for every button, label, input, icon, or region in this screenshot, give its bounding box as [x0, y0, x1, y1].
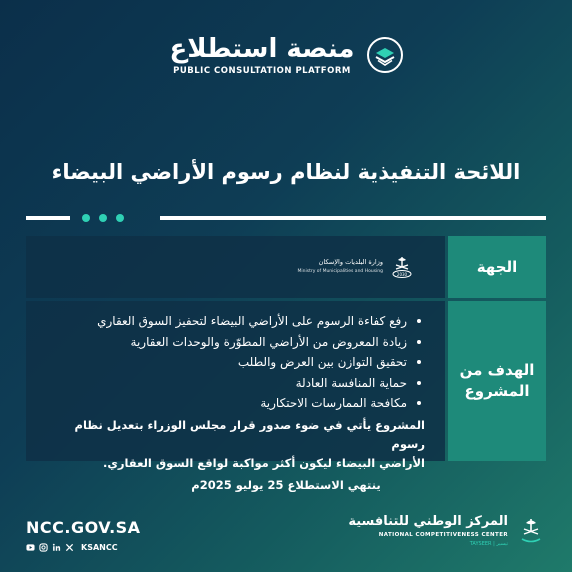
ncc-logo: [348, 514, 546, 547]
instagram-icon[interactable]: [39, 543, 48, 552]
entity-content: [26, 236, 445, 298]
ncc-emblem-icon: [516, 516, 546, 546]
divider-bar-right: [160, 216, 546, 220]
deadline-text: ينتهي الاستطلاع 25 يوليو 2025م: [191, 478, 381, 492]
goal-label: [448, 301, 546, 461]
ministry-name: [298, 258, 383, 276]
social-links: [26, 543, 141, 552]
entity-row: [26, 236, 546, 298]
goal-note-line1: المشروع يأتي في ضوء صدور قرار مجلس الوزراء بتعديل نظام رسوم: [74, 417, 425, 451]
list-item: زيادة المعروض من الأراضي المطوّرة والوحدات العقارية: [40, 332, 425, 353]
x-icon[interactable]: [65, 543, 74, 552]
list-item: حماية المنافسة العادلة: [40, 373, 425, 394]
divider-dot: [99, 214, 107, 222]
page-title: اللائحة التنفيذية لنظام رسوم الأراضي البيضاء: [51, 160, 521, 184]
entity-label: الجهة: [448, 236, 546, 298]
platform-name: [169, 34, 354, 76]
divider-dot: [116, 214, 124, 222]
youtube-icon[interactable]: [26, 543, 35, 552]
goal-label-line1: الهدف من: [459, 361, 535, 379]
title-divider: [26, 214, 546, 222]
platform-name-en: PUBLIC CONSULTATION PLATFORM: [173, 66, 351, 76]
goal-content: [26, 301, 445, 470]
goal-list: [40, 311, 425, 414]
ministry-name-en: Ministry of Municipalities and Housing: [297, 269, 383, 274]
info-table: [26, 236, 546, 470]
ministry-name-ar: وزارة البلديات والإسكان: [318, 258, 383, 266]
goal-label-line2: المشروع: [464, 382, 530, 400]
platform-logo: [0, 34, 572, 76]
list-item: تحقيق التوازن بين العرض والطلب: [40, 352, 425, 373]
ministry-emblem-icon: [389, 254, 415, 280]
social-handle[interactable]: KSANCC: [81, 543, 118, 552]
ncc-name-en: NATIONAL COMPETITIVENESS CENTER: [378, 532, 508, 538]
divider-dot: [82, 214, 90, 222]
goal-row: [26, 301, 546, 470]
website-link[interactable]: NCC.GOV.SA: [26, 518, 141, 537]
footer-contact: [26, 518, 141, 552]
vision-badge: 2030: [396, 272, 408, 277]
goal-note: [40, 416, 425, 473]
list-item: رفع كفاءة الرسوم على الأراضي البيضاء لتحفيز السوق العقاري: [40, 311, 425, 332]
ncc-subbrand: TAYSEER | تيسير: [469, 541, 508, 547]
divider-bar-left: [26, 216, 70, 220]
ncc-name: [348, 514, 508, 547]
goal-note-line2: الأراضي البيضاء ليكون أكثر مواكبة لواقع السوق العقاري.: [102, 455, 425, 470]
linkedin-icon[interactable]: [52, 543, 61, 552]
platform-name-ar: منصة استطلاع: [169, 34, 355, 64]
ncc-name-ar: المركز الوطني للتنافسية: [348, 514, 508, 529]
platform-logo-icon: [367, 37, 403, 73]
ministry-logo: [298, 254, 415, 280]
list-item: مكافحة الممارسات الاحتكارية: [40, 393, 425, 414]
